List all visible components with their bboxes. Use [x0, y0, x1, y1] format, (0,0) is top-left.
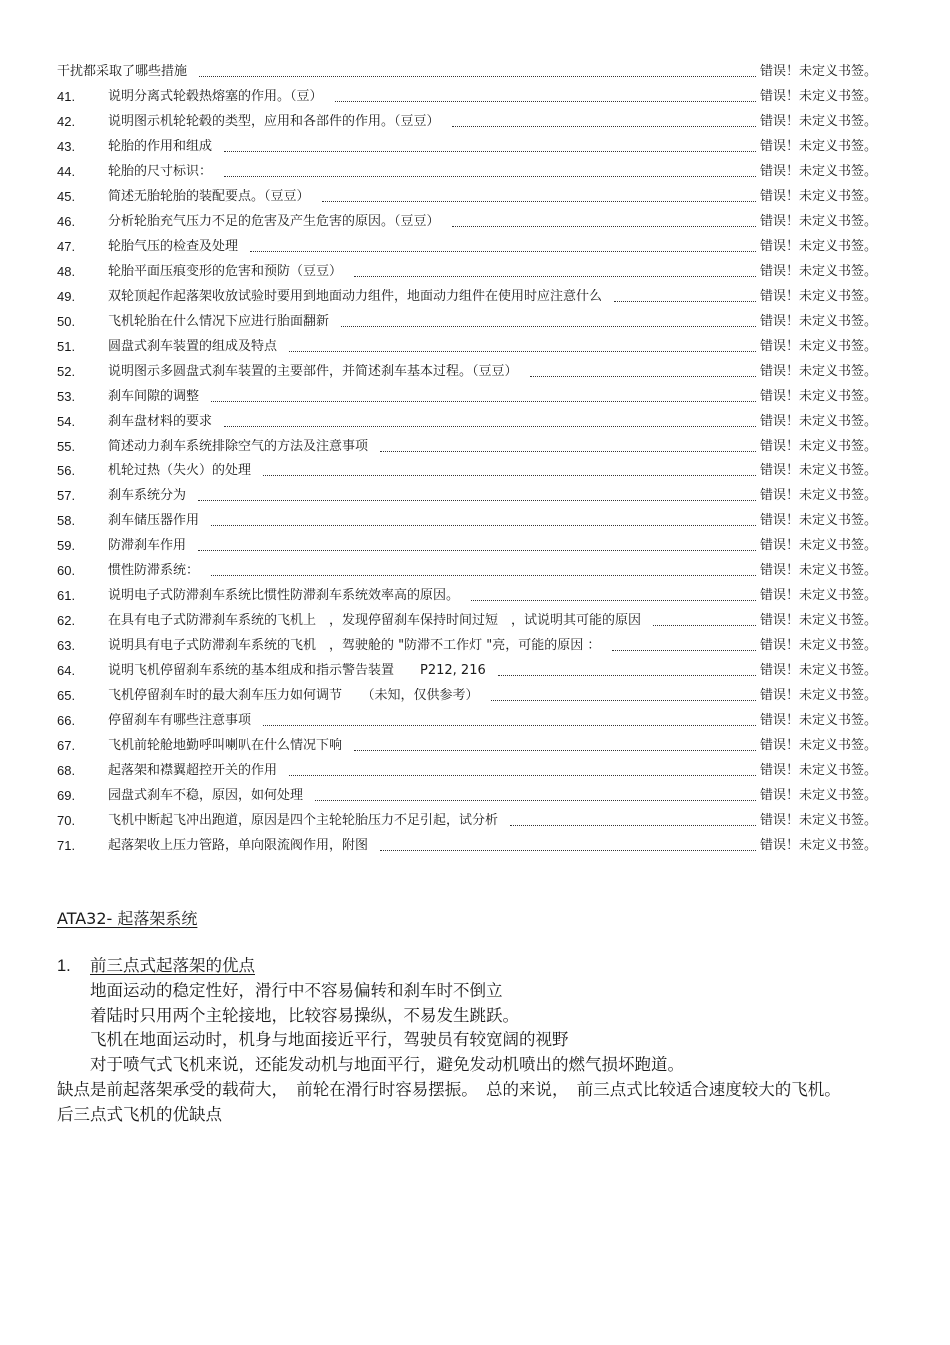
advantage-point: 地面运动的稳定性好，滑行中不容易偏转和刹车时不倒立: [90, 980, 503, 1000]
section-body: [57, 954, 877, 1128]
toc-page-reference: 错误！未定义书签。: [759, 438, 877, 454]
dot-leader: [198, 499, 756, 501]
dot-leader: [211, 524, 756, 526]
toc-entry-title: 园盘式刹车不稳，原因，如何处理: [108, 787, 304, 803]
toc-entry-title: 飞机前轮舱地勤呼叫喇叭在什么情况下响: [108, 737, 343, 753]
advantage-point: 飞机在地面运动时，机身与地面接近平行，驾驶员有较宽阔的视野: [90, 1030, 569, 1050]
toc-entry[interactable]: [57, 235, 877, 260]
toc-entry-title: 起落架收上压力管路，单向限流阀作用，附图: [108, 837, 369, 853]
toc-page-reference: 错误！未定义书签。: [759, 662, 877, 678]
dot-leader: [198, 549, 756, 551]
toc-entry[interactable]: [57, 509, 877, 534]
dot-leader: [224, 175, 756, 177]
toc-entry-title: 分析轮胎充气压力不足的危害及产生危害的原因。（豆豆）: [108, 214, 440, 230]
toc-entry-title: 防滞刹车作用: [108, 538, 187, 554]
toc-page-reference: 错误！未定义书签。: [759, 638, 877, 654]
toc-page-reference: 错误！未定义书签。: [759, 313, 877, 329]
dot-leader: [653, 624, 756, 626]
toc-page-reference: 错误！未定义书签。: [759, 812, 877, 828]
toc-page-reference: 错误！未定义书签。: [759, 288, 877, 304]
toc-page-reference: 错误！未定义书签。: [759, 513, 877, 529]
advantage-point: 对于喷气式飞机来说，还能发动机与地面平行，避免发动机喷出的燃气损坏跑道。: [90, 1055, 684, 1075]
toc-entry[interactable]: [57, 260, 877, 285]
toc-entry-title: 双轮顶起作起落架收放试验时要用到地面动力组件，地面动力组件在使用时应注意什么: [108, 288, 603, 304]
toc-entry-number: 47.: [57, 239, 76, 255]
toc-page-reference: 错误！未定义书签。: [759, 712, 877, 728]
toc-entry[interactable]: [57, 309, 877, 334]
toc-entry-number: 65.: [57, 687, 76, 703]
toc-entry[interactable]: [57, 210, 877, 235]
toc-entry[interactable]: [57, 384, 877, 409]
toc-entry[interactable]: [57, 334, 877, 359]
section-heading: ATA32- 起落架系统: [57, 909, 198, 928]
toc-entry-title: 圆盘式刹车装置的组成及特点: [108, 338, 278, 354]
toc-entry-number: 51.: [57, 338, 76, 354]
toc-entry-title: 轮胎的作用和组成: [108, 139, 213, 155]
toc-entry-title: 飞机中断起飞冲出跑道，原因是四个主轮轮胎压力不足引起，试分析: [108, 812, 499, 828]
dot-leader: [211, 574, 756, 576]
toc-entry[interactable]: [57, 584, 877, 609]
toc-entry-title: 机轮过热（失火）的处理: [108, 463, 252, 479]
toc-page-reference: 错误！未定义书签。: [759, 338, 877, 354]
toc-entry-title: 起落架和襟翼超控开关的作用: [108, 762, 278, 778]
dot-leader: [354, 275, 756, 277]
dot-leader: [224, 150, 756, 152]
dot-leader: [471, 599, 756, 601]
dot-leader: [224, 425, 756, 427]
toc-entry-title: 刹车间隙的调整: [108, 388, 200, 404]
toc-entry-title: 飞机轮胎在什么情况下应进行胎面翻新: [108, 313, 330, 329]
dot-leader: [452, 225, 756, 227]
toc-entry-number: 44.: [57, 164, 76, 180]
toc-entry[interactable]: [57, 659, 877, 684]
dot-leader: [263, 724, 756, 726]
toc-entry-number: 64.: [57, 662, 76, 678]
toc-entry-number: 63.: [57, 638, 76, 654]
toc-entry-title: 说明图示多圆盘式刹车装置的主要部件，并简述刹车基本过程。（豆豆）: [108, 363, 518, 379]
dot-leader: [354, 749, 756, 751]
toc-entry-number: 62.: [57, 613, 76, 629]
toc-page-reference: 错误！未定义书签。: [759, 139, 877, 155]
toc-entry-number: 59.: [57, 538, 76, 554]
toc-page-reference: 错误！未定义书签。: [759, 687, 877, 703]
toc-entry[interactable]: [57, 185, 877, 210]
toc-entry-number: 69.: [57, 787, 76, 803]
dot-leader: [612, 649, 756, 651]
dot-leader: [322, 200, 756, 202]
toc-page-reference: 错误！未定义书签。: [759, 538, 877, 554]
toc-entry-title: 停留刹车有哪些注意事项: [108, 712, 252, 728]
toc-page-reference: 错误！未定义书签。: [759, 239, 877, 255]
toc-page-reference: 错误！未定义书签。: [759, 189, 877, 205]
toc-entry[interactable]: [57, 708, 877, 733]
toc-entry-title: 飞机停留刹车时的最大刹车压力如何调节 （未知，仅供参考）: [108, 687, 479, 703]
toc-entry-number: 57.: [57, 488, 76, 504]
dot-leader: [211, 400, 756, 402]
dot-leader: [199, 75, 756, 77]
toc-entry[interactable]: [57, 559, 877, 584]
toc-entry-title: 说明分离式轮毂热熔塞的作用。（豆）: [108, 89, 323, 105]
dot-leader: [530, 375, 756, 377]
toc-page-reference: 错误！未定义书签。: [759, 463, 877, 479]
toc-entry[interactable]: [57, 110, 877, 135]
toc-entry[interactable]: [57, 758, 877, 783]
toc-page-reference: 错误！未定义书签。: [759, 263, 877, 279]
toc-entry-title: 惯性防滞系统：: [108, 563, 200, 579]
toc-entry-number: 49.: [57, 288, 76, 304]
toc-entry[interactable]: [57, 85, 877, 110]
toc-entry[interactable]: [57, 459, 877, 484]
toc-entry-title: 在具有电子式防滞刹车系统的飞机上 ，发现停留刹车保持时间过短 ，试说明其可能的原因: [108, 613, 642, 629]
disadvantage-paragraph: 缺点是前起落架承受的载荷大， 前轮在滑行时容易摆振。 总的来说， 前三点式比较适合速度较大的飞机。: [57, 1079, 841, 1099]
dot-leader: [263, 474, 756, 476]
toc-entry-number: 67.: [57, 737, 76, 753]
dot-leader: [380, 450, 756, 452]
toc-entry-title: 说明图示机轮轮毂的类型，应用和各部件的作用。（豆豆）: [108, 114, 440, 130]
dot-leader: [614, 300, 756, 302]
toc-page-reference: 错误！未定义书签。: [759, 114, 877, 130]
question-number: 1.: [57, 957, 71, 975]
toc-entry-number: 70.: [57, 812, 76, 828]
toc-entry-number: 60.: [57, 563, 76, 579]
dot-leader: [380, 849, 756, 851]
toc-page-reference: 错误！未定义书签。: [759, 413, 877, 429]
toc-entry-number: 53.: [57, 388, 76, 404]
toc-page-reference: 错误！未定义书签。: [759, 762, 877, 778]
toc-entry-title: 简述无胎轮胎的装配要点。（豆豆）: [108, 189, 310, 205]
toc-entry-number: 41.: [57, 89, 76, 105]
toc-page-reference: 错误！未定义书签。: [759, 89, 877, 105]
question-title: 前三点式起落架的优点: [90, 956, 255, 975]
toc-entry-number: 54.: [57, 413, 76, 429]
toc-entry-title: 刹车系统分为: [108, 488, 187, 504]
toc-entry-title: 轮胎的尺寸标识：: [108, 164, 213, 180]
toc-page-reference: 错误！未定义书签。: [759, 613, 877, 629]
toc-entry-number: 58.: [57, 513, 76, 529]
toc-entry[interactable]: [57, 783, 877, 808]
dot-leader: [491, 699, 756, 701]
toc-entry-title: 简述动力刹车系统排除空气的方法及注意事项: [108, 438, 369, 454]
rear-gear-heading: 后三点式飞机的优缺点: [57, 1104, 222, 1124]
dot-leader: [289, 350, 756, 352]
toc-page-reference: 错误！未定义书签。: [759, 588, 877, 604]
toc-entry-number: 43.: [57, 139, 76, 155]
toc-entry[interactable]: [57, 284, 877, 309]
toc-entry[interactable]: [57, 534, 877, 559]
toc-entry-title: 说明飞机停留刹车系统的基本组成和指示警告装置 P212, 216: [108, 662, 486, 678]
toc-entry-title: 刹车盘材料的要求: [108, 413, 213, 429]
toc-page-reference: 错误！未定义书签。: [759, 388, 877, 404]
toc-entry[interactable]: [57, 609, 877, 634]
toc-entry-number: 56.: [57, 463, 76, 479]
dot-leader: [315, 799, 756, 801]
toc-entry-number: 46.: [57, 214, 76, 230]
dot-leader: [289, 774, 756, 776]
dot-leader: [250, 250, 756, 252]
toc-page-reference: 错误！未定义书签。: [759, 837, 877, 853]
toc-entry-number: 66.: [57, 712, 76, 728]
toc-entry-title: 刹车储压器作用: [108, 513, 200, 529]
toc-entry-number: 55.: [57, 438, 76, 454]
toc-entry[interactable]: [57, 160, 877, 185]
toc-entry[interactable]: [57, 135, 877, 160]
dot-leader: [335, 100, 756, 102]
toc-entry-number: 68.: [57, 762, 76, 778]
advantage-point: 着陆时只用两个主轮接地，比较容易操纵，不易发生跳跃。: [90, 1005, 519, 1025]
toc-entry[interactable]: [57, 808, 877, 833]
toc-entry[interactable]: [57, 634, 877, 659]
toc-page-reference: 错误！未定义书签。: [759, 214, 877, 230]
toc-entry-title: 轮胎平面压痕变形的危害和预防（豆豆）: [108, 263, 343, 279]
toc-page-reference: 错误！未定义书签。: [759, 737, 877, 753]
toc-entry-title: 说明具有电子式防滞刹车系统的飞机 ，驾驶舱的 "防滞不工作灯 "亮，可能的原因 ：: [108, 638, 601, 654]
toc-page-reference: 错误！未定义书签。: [759, 563, 877, 579]
toc-entry-number: 61.: [57, 588, 76, 604]
toc-entry[interactable]: [57, 434, 877, 459]
dot-leader: [510, 824, 756, 826]
toc-entry-number: 50.: [57, 313, 76, 329]
toc-page-reference: 错误！未定义书签。: [759, 64, 877, 80]
toc-page-reference: 错误！未定义书签。: [759, 787, 877, 803]
dot-leader: [498, 674, 756, 676]
toc-entry-title: 轮胎气压的检查及处理: [108, 239, 239, 255]
toc-entry-title: 说明电子式防滞刹车系统比惯性防滞刹车系统效率高的原因。: [108, 588, 460, 604]
toc-page-reference: 错误！未定义书签。: [759, 363, 877, 379]
toc-entry-number: 45.: [57, 189, 76, 205]
toc-entry[interactable]: [57, 60, 877, 85]
toc-entry[interactable]: [57, 683, 877, 708]
toc-entry[interactable]: [57, 409, 877, 434]
toc-page-reference: 错误！未定义书签。: [759, 164, 877, 180]
toc-page-reference: 错误！未定义书签。: [759, 488, 877, 504]
question-heading: [57, 954, 877, 979]
toc-entry[interactable]: [57, 484, 877, 509]
toc-entry[interactable]: [57, 733, 877, 758]
toc-entry-number: 42.: [57, 114, 76, 130]
toc-entry-number: 71.: [57, 837, 76, 853]
dot-leader: [341, 325, 756, 327]
toc-entry-title: 干扰都采取了哪些措施: [57, 64, 188, 80]
toc-entry[interactable]: [57, 833, 877, 858]
toc-entry[interactable]: [57, 359, 877, 384]
toc-entry-number: 52.: [57, 363, 76, 379]
table-of-contents: [57, 60, 877, 858]
toc-entry-number: 48.: [57, 263, 76, 279]
dot-leader: [452, 125, 756, 127]
